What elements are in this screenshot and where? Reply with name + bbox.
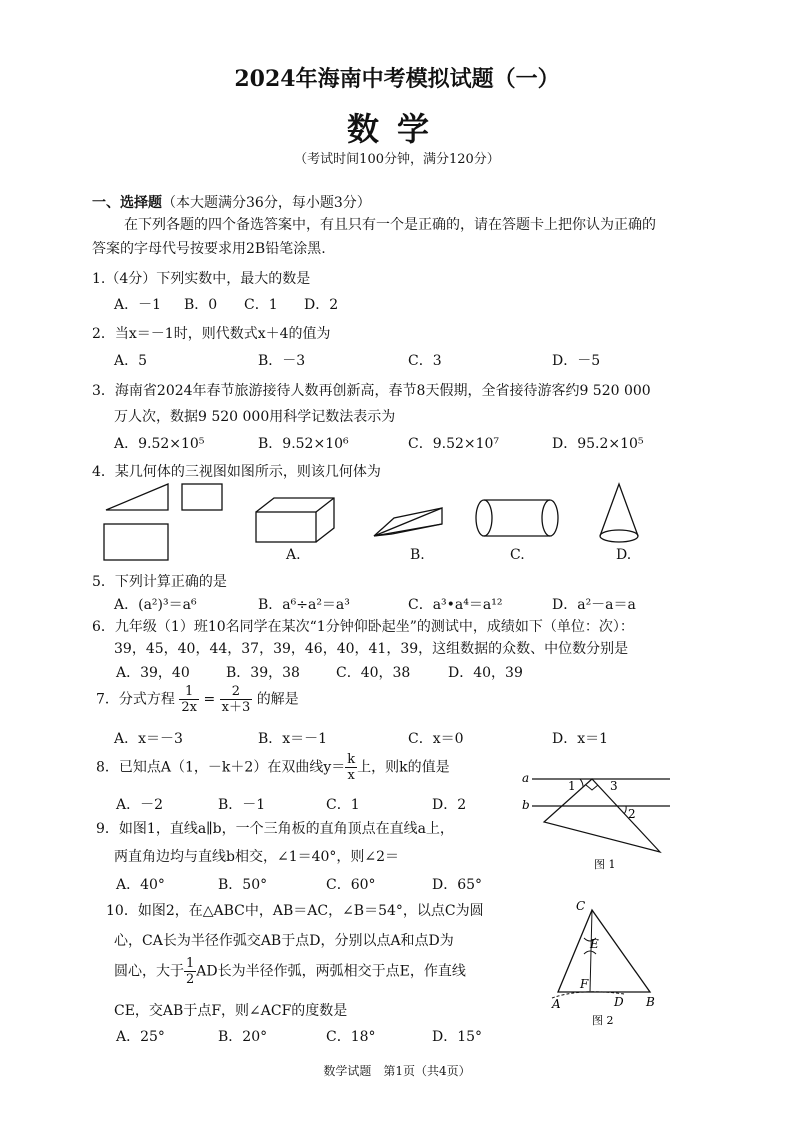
q7-frac2-denominator: x＋3 [221, 700, 251, 715]
q6-option-a[interactable]: A．39，40 [116, 665, 190, 681]
q3-stem-line-2: 万人次，数据9 520 000用科学记数法表示为 [114, 409, 396, 425]
label-e: E [590, 937, 599, 951]
q10-option-d[interactable]: D．15° [432, 1029, 483, 1045]
q8-option-c[interactable]: C．1 [326, 797, 360, 813]
q8-option-b[interactable]: B．－1 [218, 797, 266, 813]
label-angle-3: 3 [610, 779, 618, 793]
q1-option-d[interactable]: D．2 [304, 297, 339, 313]
q2-option-a[interactable]: A．5 [114, 353, 148, 369]
q1-option-a[interactable]: A．－1 [114, 297, 162, 313]
q8-frac-numerator: k [347, 752, 356, 767]
q4-option-d[interactable]: D. [616, 547, 632, 563]
q1-option-c[interactable]: C．1 [244, 297, 278, 313]
q4-stem: 4．某几何体的三视图如图所示，则该几何体为 [92, 464, 381, 480]
q7-option-a[interactable]: A．x＝－3 [114, 731, 183, 747]
option-a-cuboid[interactable] [256, 498, 334, 542]
option-c-cylinder[interactable] [476, 500, 558, 536]
q10-stem-line-3 [114, 956, 466, 987]
q9-option-a[interactable]: A．40° [116, 877, 165, 893]
q9-option-c[interactable]: C．60° [326, 877, 376, 893]
label-b: B [646, 995, 655, 1009]
label-c: C [576, 899, 586, 913]
arc-e-lower [584, 951, 596, 954]
q7-frac2-numerator: 2 [220, 684, 253, 700]
figure-2 [540, 896, 670, 1032]
q5-stem: 5．下列计算正确的是 [92, 574, 227, 590]
q6-option-c[interactable]: C．40，38 [336, 665, 411, 681]
label-a: a [522, 771, 530, 785]
triangle-abc [558, 910, 650, 992]
q3-stem-line-1: 3．海南省2024年春节旅游接待人数再创新高，春节8天假期，全省接待游客约9 520 000 [92, 383, 651, 399]
q10-stem-line-4: CE，交AB于点F，则∠ACF的度数是 [114, 1003, 348, 1019]
q10-fraction [184, 956, 196, 987]
q5-option-a[interactable]: A．(a²)³＝a⁶ [114, 597, 197, 613]
label-angle-2: 2 [628, 807, 636, 821]
q4-option-a[interactable]: A. [286, 547, 301, 563]
label-angle-1: 1 [568, 779, 576, 793]
q10-option-b[interactable]: B．20° [218, 1029, 268, 1045]
q8-option-a[interactable]: A．－2 [116, 797, 164, 813]
q2-option-b[interactable]: B．－3 [258, 353, 306, 369]
q7-frac1-denominator: 2x [181, 700, 197, 715]
q4-option-c[interactable]: C. [510, 547, 525, 563]
q7-fraction-left [179, 684, 199, 715]
angle-1-arc [580, 779, 583, 787]
q7-stem-prefix: 7．分式方程 [96, 691, 175, 708]
section-note: （本大题满分36分，每小题3分） [162, 195, 371, 211]
q8-stem-prefix: 8．已知点A（1，－k＋2）在双曲线 [96, 759, 324, 776]
label-d: D [614, 995, 624, 1009]
option-b-wedge[interactable] [374, 508, 442, 536]
q10-stem-line-2: 心，CA长为半径作弧交AB于点D，分别以点A和点D为 [114, 933, 454, 949]
q2-option-c[interactable]: C．3 [408, 353, 442, 369]
q8-stem [96, 752, 450, 783]
q3-option-d[interactable]: D．95.2×10⁵ [552, 436, 644, 452]
q10-frac-denominator: 2 [186, 972, 195, 987]
q7-option-c[interactable]: C．x＝0 [408, 731, 464, 747]
q8-frac-denominator: x [347, 768, 355, 783]
section-title: 一、选择题 [92, 195, 162, 211]
q6-stem-line-1: 6．九年级（1）班10名同学在某次“1分钟仰卧起坐”的测试中，成绩如下（单位：次）： [92, 619, 634, 635]
q9-option-b[interactable]: B．50° [218, 877, 268, 893]
q7-option-b[interactable]: B．x＝－1 [258, 731, 328, 747]
q7-option-d[interactable]: D．x＝1 [552, 731, 609, 747]
q1-option-b[interactable]: B．0 [184, 297, 218, 313]
q6-option-d[interactable]: D．40，39 [448, 665, 523, 681]
q7-stem [96, 684, 299, 715]
q8-option-d[interactable]: D．2 [432, 797, 467, 813]
q7-stem-suffix: 的解是 [256, 691, 299, 708]
figure-2-caption: 图 2 [592, 1014, 614, 1027]
q4-figures [96, 478, 656, 568]
instruction-line-2: 答案的字母代号按要求用2B铅笔涂黑. [92, 241, 326, 257]
q8-stem-suffix: 上，则k的值是 [357, 759, 450, 776]
q2-option-d[interactable]: D．－5 [552, 353, 601, 369]
q3-option-a[interactable]: A．9.52×10⁵ [114, 436, 205, 452]
q5-option-b[interactable]: B．a⁶÷a²＝a³ [258, 597, 350, 613]
q8-fraction [345, 752, 357, 783]
exam-title: 2024年海南中考模拟试题（一） [234, 66, 560, 92]
q5-option-d[interactable]: D．a²－a＝a [552, 597, 636, 613]
q10-stem-line-1: 10．如图2，在△ABC中，AB＝AC，∠B＝54°，以点C为圆 [106, 903, 484, 919]
section-heading [92, 192, 371, 212]
q10-frac-numerator: 1 [186, 956, 195, 971]
figure-1-caption: 图 1 [594, 858, 616, 871]
angle-2-arc [624, 806, 626, 814]
option-d-cone[interactable] [600, 484, 638, 542]
q9-stem-line-1: 9．如图1，直线a∥b，一个三角板的直角顶点在直线a上， [96, 821, 454, 837]
side-view-rect [182, 484, 222, 510]
right-angle-mark [586, 785, 598, 790]
q10-stem-line-3-suffix: AD长为半径作弧，两弧相交于点E，作直线 [196, 963, 466, 980]
q9-stem-line-2: 两直角边均与直线b相交，∠1＝40°，则∠2＝ [114, 849, 400, 865]
three-view-drawing [104, 484, 222, 560]
q3-option-b[interactable]: B．9.52×10⁶ [258, 436, 349, 452]
q7-fraction-right [220, 684, 253, 715]
instruction-line-1: 在下列各题的四个备选答案中，有且只有一个是正确的，请在答题卡上把你认为正确的 [124, 217, 656, 233]
q10-option-c[interactable]: C．18° [326, 1029, 376, 1045]
q8-y-equals: y＝ [323, 759, 346, 776]
q10-option-a[interactable]: A．25° [116, 1029, 165, 1045]
q9-option-d[interactable]: D．65° [432, 877, 483, 893]
figure-1 [518, 764, 678, 874]
q4-option-b[interactable]: B. [410, 547, 425, 563]
q1-stem: 1.（4分）下列实数中，最大的数是 [92, 271, 311, 287]
label-a: A [552, 997, 561, 1011]
q7-equals: = [203, 691, 216, 708]
q7-frac1-numerator: 1 [179, 684, 199, 700]
label-f: F [580, 977, 589, 991]
subject-title: 数学 [346, 110, 447, 148]
triangle-ruler [544, 779, 660, 852]
q6-stem-line-2: 39，45，40，44，37，39，46，40，41，39，这组数据的众数、中位数分别是 [114, 641, 629, 657]
label-b: b [522, 798, 530, 812]
q6-option-b[interactable]: B．39，38 [226, 665, 300, 681]
exam-info: （考试时间100分钟，满分120分） [294, 152, 500, 167]
q5-option-c[interactable]: C．a³•a⁴＝a¹² [408, 597, 503, 613]
q10-stem-line-3-prefix: 圆心，大于 [114, 963, 184, 980]
q3-option-c[interactable]: C．9.52×10⁷ [408, 436, 500, 452]
front-view-triangle [106, 484, 168, 510]
page-footer: 数学试题 第1页（共4页） [323, 1064, 471, 1078]
top-view-rect [104, 524, 168, 560]
q2-stem: 2．当x＝－1时，则代数式x＋4的值为 [92, 326, 331, 342]
